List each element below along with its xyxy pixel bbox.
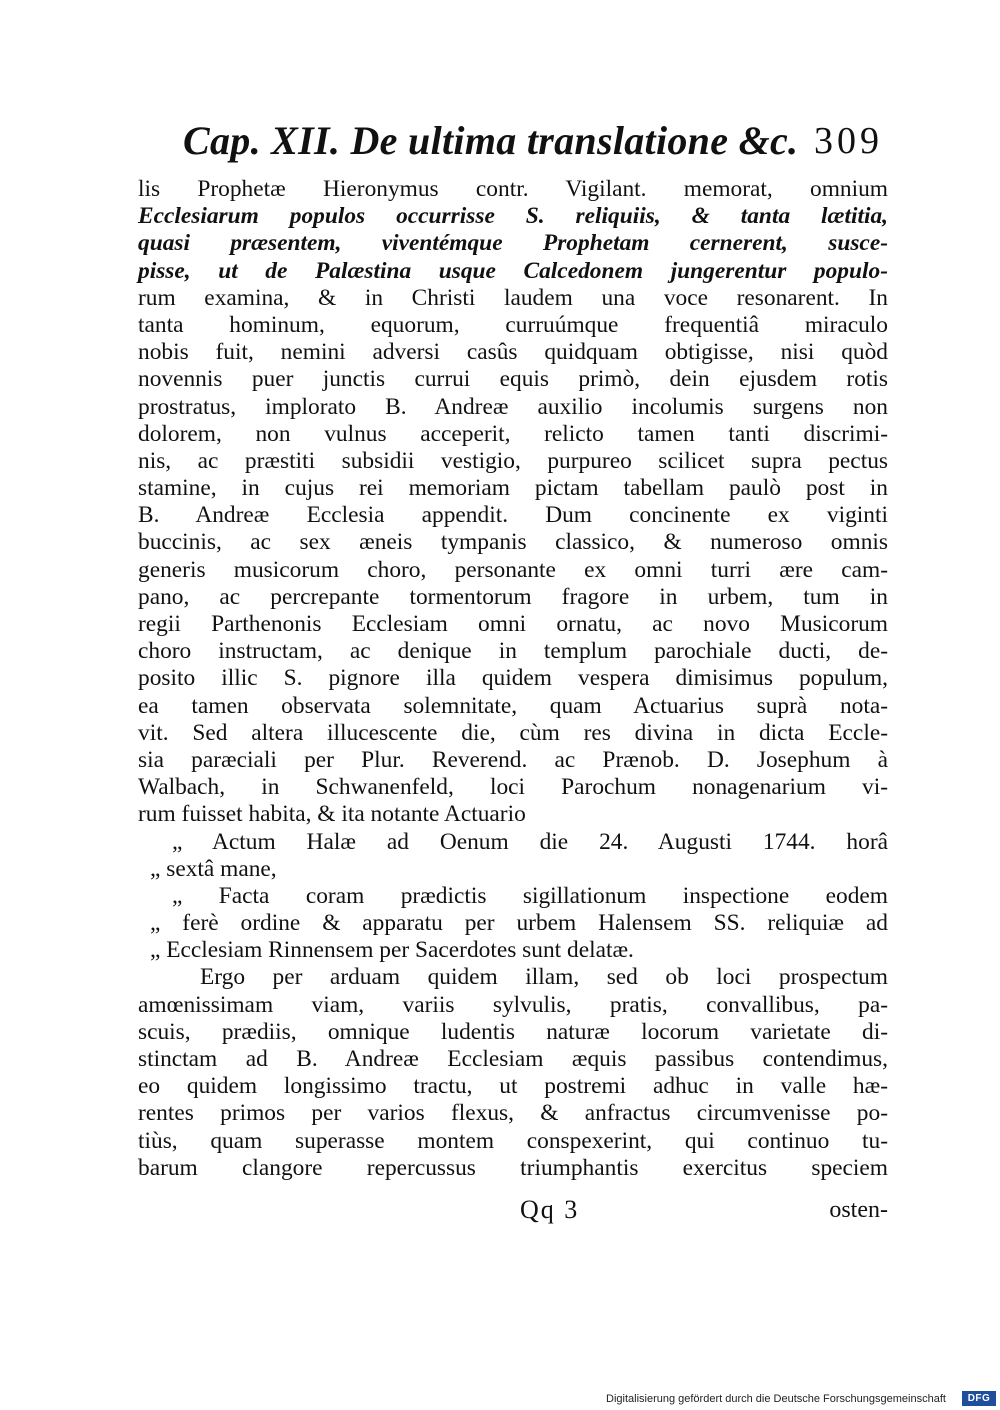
quote-line: „ ferè ordine & apparatu per urbem Halensem SS. reliquiæ ad	[150, 910, 888, 937]
text-line: dolorem, non vulnus acceperit, relicto tamen tanti discrimi-	[138, 420, 888, 447]
page-number: 309	[814, 120, 883, 162]
text-line: scuis, prædiis, omnique ludentis naturæ locorum varietate di-	[138, 1018, 888, 1045]
text-line: stamine, in cujus rei memoriam pictam tabellam paulò post in	[138, 475, 888, 502]
text-line: rentes primos per varios flexus, & anfractus circumvenisse po-	[138, 1100, 888, 1127]
text-line: rum fuisset habita, & ita notante Actuario	[138, 801, 526, 828]
text-line: vit. Sed altera illucescente die, cùm res divina in dicta Eccle-	[138, 719, 888, 746]
digitization-credit: Digitalisierung gefördert durch die Deutsche Forschungsgemeinschaft	[606, 1393, 946, 1405]
text-line: buccinis, ac sex æneis tympanis classico, & numeroso omnis	[138, 529, 888, 556]
text-line: barum clangore repercussus triumphantis exercitus speciem	[138, 1154, 888, 1181]
text-line: pano, ac percrepante tormentorum fragore in urbem, tum in	[138, 583, 888, 610]
text-line: pisse, ut de Palæstina usque Calcedonem jungerentur populo-	[138, 257, 888, 284]
text-line: regii Parthenonis Ecclesiam omni ornatu, ac novo Musicorum	[138, 611, 888, 637]
quote-line: „ Facta coram prædictis sigillationum inspectione eodem	[172, 882, 888, 909]
dfg-logo: DFG	[962, 1391, 996, 1406]
signature-mark: Qq 3	[520, 1195, 580, 1224]
text-line: prostratus, implorato B. Andreæ auxilio incolumis surgens non	[138, 393, 888, 420]
text-line: B. Andreæ Ecclesia appendit. Dum concinente ex viginti	[138, 502, 888, 529]
text-line: nobis fuit, nemini adversi casûs quidquam obtigisse, nisi quòd	[138, 339, 888, 366]
text-line: generis musicorum choro, personante ex omni turri ære cam-	[138, 556, 888, 583]
running-title: Cap. XII. De ultima translatione &c.	[183, 118, 799, 163]
text-line: ea tamen observata solemnitate, quam Actuarius suprà nota-	[138, 692, 888, 719]
quote-line: „ Actum Halæ ad Oenum die 24. Augusti 1744. horâ	[172, 828, 888, 855]
text-line: novennis puer junctis currui equis primò, dein ejusdem rotis	[138, 366, 888, 393]
text-line: eo quidem longissimo tractu, ut postremi adhuc in valle hæ-	[138, 1073, 888, 1100]
catchword: osten-	[829, 1197, 888, 1223]
text-line: amœnissimam viam, variis sylvulis, pratis, convallibus, pa-	[138, 991, 888, 1018]
text-line: quasi præsentem, viventémque Prophetam cernerent, susce-	[138, 230, 888, 257]
running-header	[175, 115, 887, 175]
text-line: Walbach, in Schwanenfeld, loci Parochum nonagenarium vi-	[138, 774, 888, 801]
body-text	[138, 176, 888, 1182]
quote-line: „ Ecclesiam Rinnensem per Sacerdotes sunt delatæ.	[150, 937, 634, 964]
text-line: Ecclesiarum populos occurrisse S. reliquiis, & tanta lætitia,	[138, 203, 888, 230]
text-line: tanta hominum, equorum, curruúmque frequentiâ miraculo	[138, 311, 888, 338]
text-line: stinctam ad B. Andreæ Ecclesiam æquis passibus contendimus,	[138, 1046, 888, 1072]
page-footer	[138, 1195, 888, 1225]
text-line: tiùs, quam superasse montem conspexerint, qui continuo tu-	[138, 1127, 888, 1154]
text-line: Ergo per arduam quidem illam, sed ob loci prospectum	[200, 964, 888, 991]
text-line: lis Prophetæ Hieronymus contr. Vigilant. memorat, omnium	[138, 176, 888, 202]
text-line: nis, ac præstiti subsidii vestigio, purpureo scilicet supra pectus	[138, 447, 888, 474]
text-line: sia paræciali per Plur. Reverend. ac Prænob. D. Josephum à	[138, 746, 888, 773]
text-line: rum examina, & in Christi laudem una voce resonarent. In	[138, 284, 888, 311]
text-line: choro instructam, ac denique in templum parochiale ducti, de-	[138, 638, 888, 665]
quote-line: „ sextâ mane,	[150, 855, 277, 882]
text-line: posito illic S. pignore illa quidem vespera dimisimus populum,	[138, 665, 888, 692]
